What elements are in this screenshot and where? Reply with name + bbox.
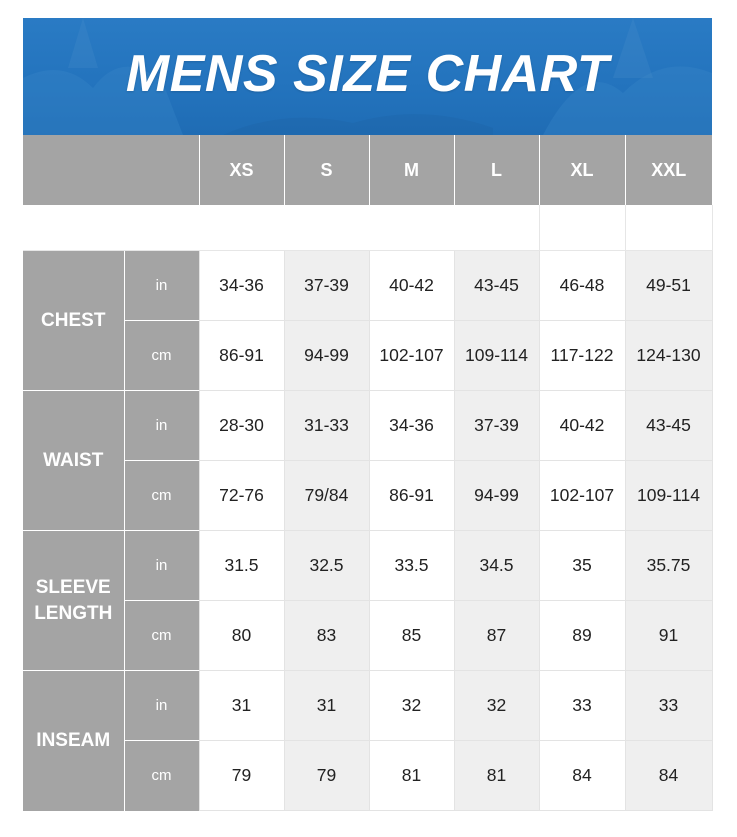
measurement-row [23, 671, 712, 741]
size-value-xs: 72-76 [199, 461, 284, 531]
size-value-xl: 35 [539, 531, 625, 601]
size-header-row [23, 135, 712, 205]
measurement-row [23, 601, 712, 671]
measurement-name-line: CHEST [41, 309, 106, 331]
size-value-l: 43-45 [454, 251, 539, 321]
size-value-xl: 40-42 [539, 391, 625, 461]
measurement-row [23, 251, 712, 321]
size-header-xxl: XXL [625, 135, 712, 205]
size-value-l: 32 [454, 671, 539, 741]
size-chart [23, 18, 712, 811]
size-value-xs: 31.5 [199, 531, 284, 601]
size-header-xs: XS [199, 135, 284, 205]
size-value-l: 34.5 [454, 531, 539, 601]
size-value-s: 79 [284, 741, 369, 811]
size-value-xxl: 43-45 [625, 391, 712, 461]
measurement-name-line: SLEEVE [35, 576, 111, 598]
size-value-s: 37-39 [284, 251, 369, 321]
chart-title: MENS SIZE CHART [125, 45, 610, 103]
size-value-xl: 117-122 [539, 321, 625, 391]
size-value-m: 34-36 [369, 391, 454, 461]
spacer-cell [625, 205, 712, 251]
size-value-s: 32.5 [284, 531, 369, 601]
size-value-xl: 33 [539, 671, 625, 741]
size-value-m: 81 [369, 741, 454, 811]
measurement-name [23, 671, 124, 811]
size-value-xl: 89 [539, 601, 625, 671]
measurement-name-line: INSEAM [36, 729, 111, 751]
size-value-s: 31 [284, 671, 369, 741]
size-header-xl: XL [539, 135, 625, 205]
size-value-m: 40-42 [369, 251, 454, 321]
chart-banner [23, 18, 712, 135]
size-value-l: 81 [454, 741, 539, 811]
unit-label: in [124, 531, 199, 601]
size-header-l: L [454, 135, 539, 205]
unit-label: in [124, 391, 199, 461]
size-value-m: 32 [369, 671, 454, 741]
size-header-s: S [284, 135, 369, 205]
measurement-row [23, 391, 712, 461]
header-corner [23, 135, 199, 205]
size-value-xxl: 124-130 [625, 321, 712, 391]
size-value-l: 37-39 [454, 391, 539, 461]
size-value-xs: 31 [199, 671, 284, 741]
size-value-l: 94-99 [454, 461, 539, 531]
measurement-row [23, 741, 712, 811]
measurement-row [23, 321, 712, 391]
size-value-xxl: 91 [625, 601, 712, 671]
unit-label: in [124, 251, 199, 321]
size-header-m: M [369, 135, 454, 205]
measurement-name [23, 251, 124, 391]
measurement-name [23, 531, 124, 671]
unit-label: cm [124, 461, 199, 531]
measurement-name-line: WAIST [43, 449, 104, 471]
measurement-name [23, 391, 124, 531]
size-value-xl: 46-48 [539, 251, 625, 321]
size-value-xl: 102-107 [539, 461, 625, 531]
size-value-xxl: 33 [625, 671, 712, 741]
unit-label: cm [124, 321, 199, 391]
size-value-xs: 34-36 [199, 251, 284, 321]
size-value-xs: 86-91 [199, 321, 284, 391]
size-value-l: 87 [454, 601, 539, 671]
size-value-m: 33.5 [369, 531, 454, 601]
size-value-xxl: 35.75 [625, 531, 712, 601]
size-value-s: 94-99 [284, 321, 369, 391]
unit-label: cm [124, 601, 199, 671]
size-value-xs: 79 [199, 741, 284, 811]
size-table [23, 135, 713, 811]
size-value-l: 109-114 [454, 321, 539, 391]
size-value-xl: 84 [539, 741, 625, 811]
size-value-xxl: 109-114 [625, 461, 712, 531]
unit-label: in [124, 671, 199, 741]
measurement-row [23, 531, 712, 601]
size-value-s: 83 [284, 601, 369, 671]
size-value-xxl: 49-51 [625, 251, 712, 321]
size-value-xs: 80 [199, 601, 284, 671]
measurement-row [23, 461, 712, 531]
size-value-m: 102-107 [369, 321, 454, 391]
measurement-name-line: LENGTH [34, 602, 113, 624]
spacer-row [23, 205, 712, 251]
spacer-cell [539, 205, 625, 251]
size-value-m: 85 [369, 601, 454, 671]
size-value-s: 31-33 [284, 391, 369, 461]
size-value-s: 79/84 [284, 461, 369, 531]
size-value-xs: 28-30 [199, 391, 284, 461]
size-value-xxl: 84 [625, 741, 712, 811]
size-value-m: 86-91 [369, 461, 454, 531]
spacer-cell [23, 205, 539, 251]
unit-label: cm [124, 741, 199, 811]
